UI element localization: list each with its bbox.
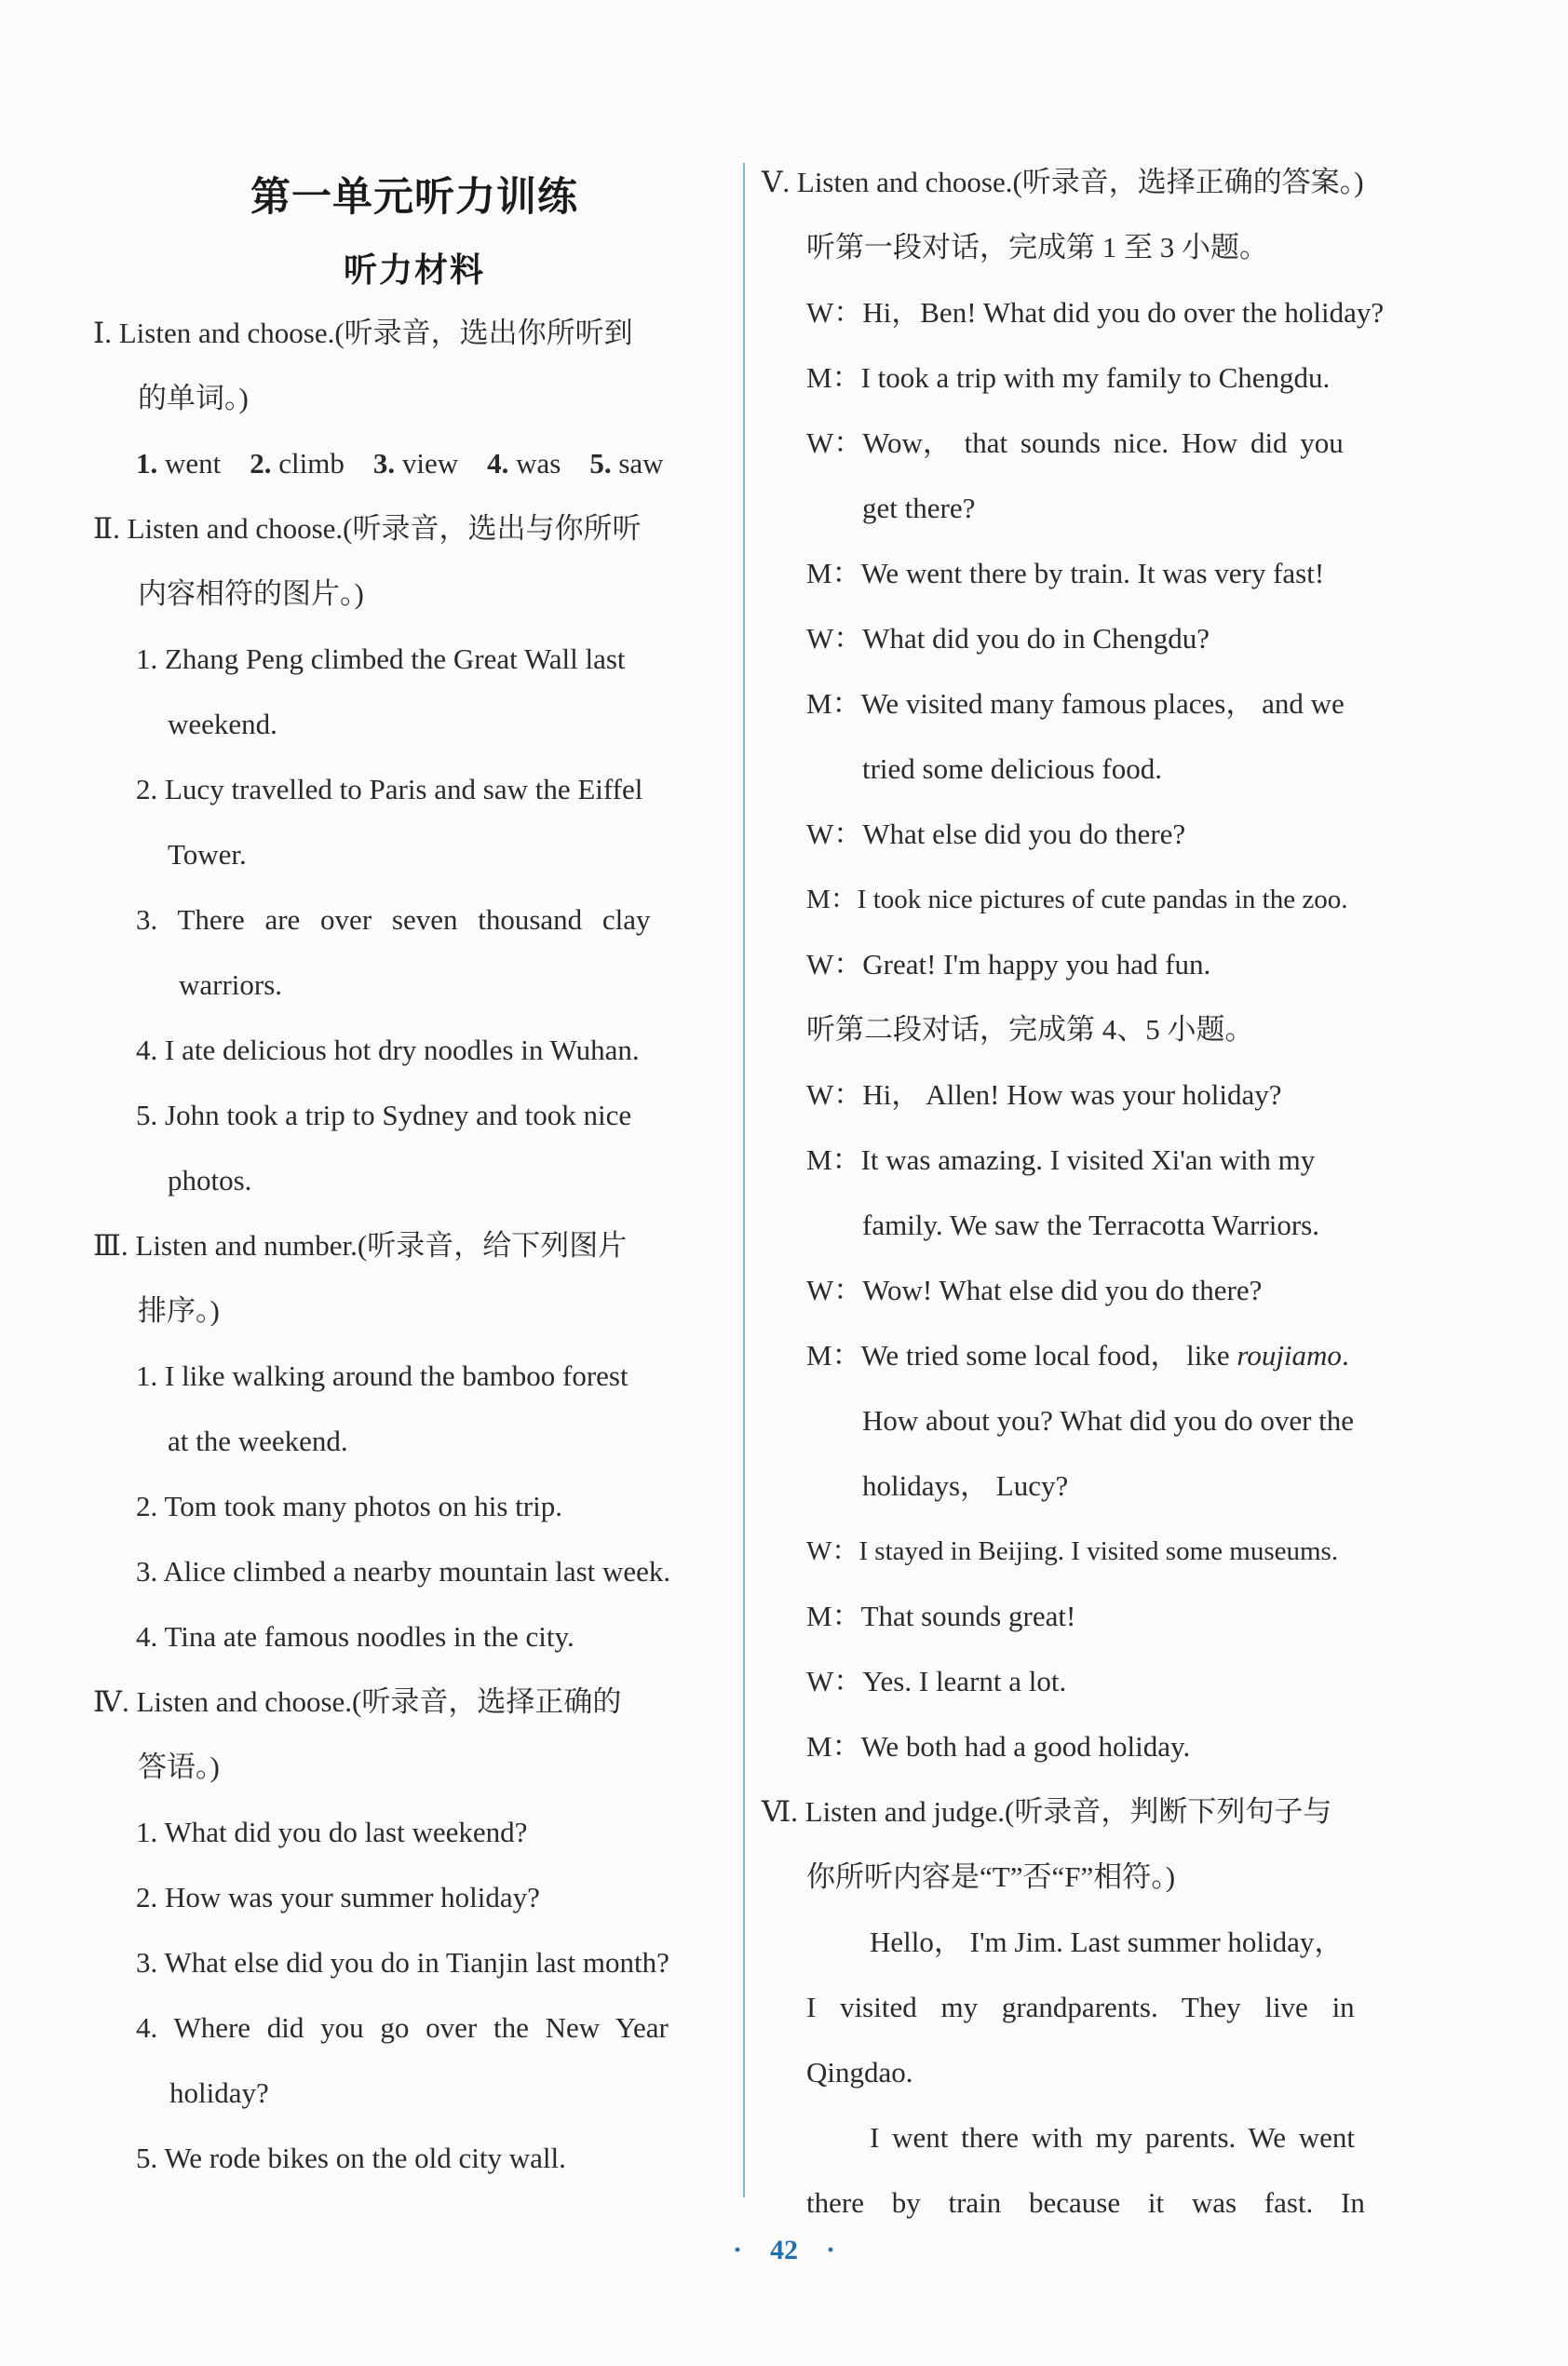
dialogue-line: M：We visited many famous places， and we <box>806 687 1345 720</box>
dialogue-line: W：What else did you do there? <box>806 818 1186 850</box>
dialogue-line-cont: How about you? What did you do over the <box>862 1404 1355 1437</box>
dialogue-line: M：We both had a good holiday. <box>806 1730 1191 1763</box>
section-2-item-3-cont: warriors. <box>179 968 283 1001</box>
section-2-item-2-cont: Tower. <box>168 838 247 871</box>
dialogue-line: M：It was amazing. I visited Xi'an with my <box>806 1143 1316 1176</box>
dialogue-line-cont: get there? <box>862 492 976 524</box>
section-4-heading: Ⅳ. Listen and choose.(听录音，选择正确的 <box>93 1685 622 1718</box>
dialogue-line-cont: holidays， Lucy? <box>862 1469 1069 1502</box>
section-3-item-1-cont: at the weekend. <box>168 1425 348 1457</box>
section-1-heading-cont: 的单词。) <box>138 382 249 414</box>
section-2-item-3: 3. There are over seven thousand clay <box>136 903 651 936</box>
dialogue-text: M：We tried some local food， like <box>806 1339 1237 1372</box>
dialogue-line-cont: tried some delicious food. <box>862 752 1162 785</box>
section-6-heading: Ⅵ. Listen and judge.(听录音，判断下列句子与 <box>762 1795 1332 1828</box>
section-2-heading: Ⅱ. Listen and choose.(听录音，选出与你所听 <box>93 512 642 545</box>
page-number <box>0 2235 1568 2266</box>
section-3-heading-cont: 排序。) <box>138 1294 220 1327</box>
dialogue-1-instruction: 听第一段对话，完成第 1 至 3 小题。 <box>806 231 1268 264</box>
dialogue-line: W：Hi，Ben! What did you do over the holiday? <box>806 296 1385 329</box>
column-divider <box>743 163 745 2197</box>
section-4-heading-cont: 答语。) <box>138 1751 220 1783</box>
passage-line: I visited my grandparents. They live in <box>806 1991 1355 2023</box>
section-2-item-5: 5. John took a trip to Sydney and took nice <box>136 1099 632 1131</box>
section-4-item-5: 5. We rode bikes on the old city wall. <box>136 2142 566 2174</box>
dialogue-2-instruction: 听第二段对话，完成第 4、5 小题。 <box>806 1013 1254 1046</box>
section-4-item-3: 3. What else did you do in Tianjin last month? <box>136 1946 669 1979</box>
section-4-item-1: 1. What did you do last weekend? <box>136 1816 528 1848</box>
section-2-item-2: 2. Lucy travelled to Paris and saw the Eiffel <box>136 773 643 805</box>
dialogue-line: W：Yes. I learnt a lot. <box>806 1665 1067 1697</box>
word-2: climb <box>278 447 345 480</box>
dialogue-line: W：What did you do in Chengdu? <box>806 622 1210 655</box>
section-2-item-5-cont: photos. <box>168 1164 252 1197</box>
section-2-heading-cont: 内容相符的图片。) <box>138 577 364 610</box>
word-num-1: 1. <box>136 447 158 480</box>
section-4-item-4-cont: holiday? <box>169 2076 269 2109</box>
page-dot-right: · <box>826 2235 836 2265</box>
dialogue-line: M：That sounds great! <box>806 1600 1076 1632</box>
word-num-4: 4. <box>487 447 509 480</box>
section-3-heading: Ⅲ. Listen and number.(听录音，给下列图片 <box>93 1229 628 1262</box>
food-name-italic: roujiamo <box>1237 1339 1342 1372</box>
word-4: was <box>516 447 561 480</box>
passage-line: I went there with my parents. We went <box>870 2121 1356 2154</box>
word-num-5: 5. <box>589 447 612 480</box>
dialogue-line: W：Great! I'm happy you had fun. <box>806 948 1211 980</box>
word-num-3: 3. <box>372 447 396 480</box>
section-5-heading: Ⅴ. Listen and choose.(听录音，选择正确的答案。) <box>762 166 1364 198</box>
section-2-item-1: 1. Zhang Peng climbed the Great Wall last <box>136 642 626 675</box>
passage-line: Qingdao. <box>806 2056 913 2089</box>
page-number-text: 42 <box>770 2235 798 2265</box>
section-4-item-2: 2. How was your summer holiday? <box>136 1881 540 1913</box>
section-2-item-1-cont: weekend. <box>168 708 277 740</box>
page-dot-left: · <box>732 2235 742 2265</box>
section-2-item-4: 4. I ate delicious hot dry noodles in Wuhan. <box>136 1034 640 1066</box>
section-1-words <box>136 445 664 482</box>
word-num-2: 2. <box>250 447 272 480</box>
word-3: view <box>401 447 459 480</box>
section-3-item-2: 2. Tom took many photos on his trip. <box>136 1490 562 1522</box>
dialogue-line: W：I stayed in Beijing. I visited some museums. <box>806 1536 1339 1566</box>
word-5: saw <box>618 447 664 480</box>
dialogue-line: W：Wow， that sounds nice. How did you <box>806 426 1344 459</box>
section-3-item-3: 3. Alice climbed a nearby mountain last week. <box>136 1555 671 1588</box>
passage-line: there by train because it was fast. In <box>806 2186 1365 2219</box>
dialogue-text: . <box>1341 1339 1349 1372</box>
section-3-item-1: 1. I like walking around the bamboo forest <box>136 1359 629 1392</box>
dialogue-line: M：I took a trip with my family to Chengdu. <box>806 361 1331 394</box>
dialogue-line-cont: family. We saw the Terracotta Warriors. <box>862 1209 1319 1241</box>
dialogue-line: W：Hi， Allen! How was your holiday? <box>806 1078 1282 1111</box>
dialogue-line: M：We went there by train. It was very fast! <box>806 557 1325 589</box>
word-1: went <box>165 447 222 480</box>
page-title: 第一单元听力训练 <box>250 174 578 221</box>
passage-line: Hello， I'm Jim. Last summer holiday， <box>870 1926 1344 1958</box>
section-3-item-4: 4. Tina ate famous noodles in the city. <box>136 1620 574 1653</box>
dialogue-line <box>806 1337 1349 1374</box>
page-subtitle: 听力材料 <box>343 251 485 290</box>
dialogue-line: W：Wow! What else did you do there? <box>806 1274 1263 1306</box>
dialogue-line: M：I took nice pictures of cute pandas in the zoo. <box>806 885 1348 914</box>
section-1-heading: Ⅰ. Listen and choose.(听录音，选出你所听到 <box>93 317 633 349</box>
section-6-heading-cont: 你所听内容是“T”否“F”相符。) <box>806 1860 1176 1893</box>
section-4-item-4: 4. Where did you go over the New Year <box>136 2011 669 2044</box>
